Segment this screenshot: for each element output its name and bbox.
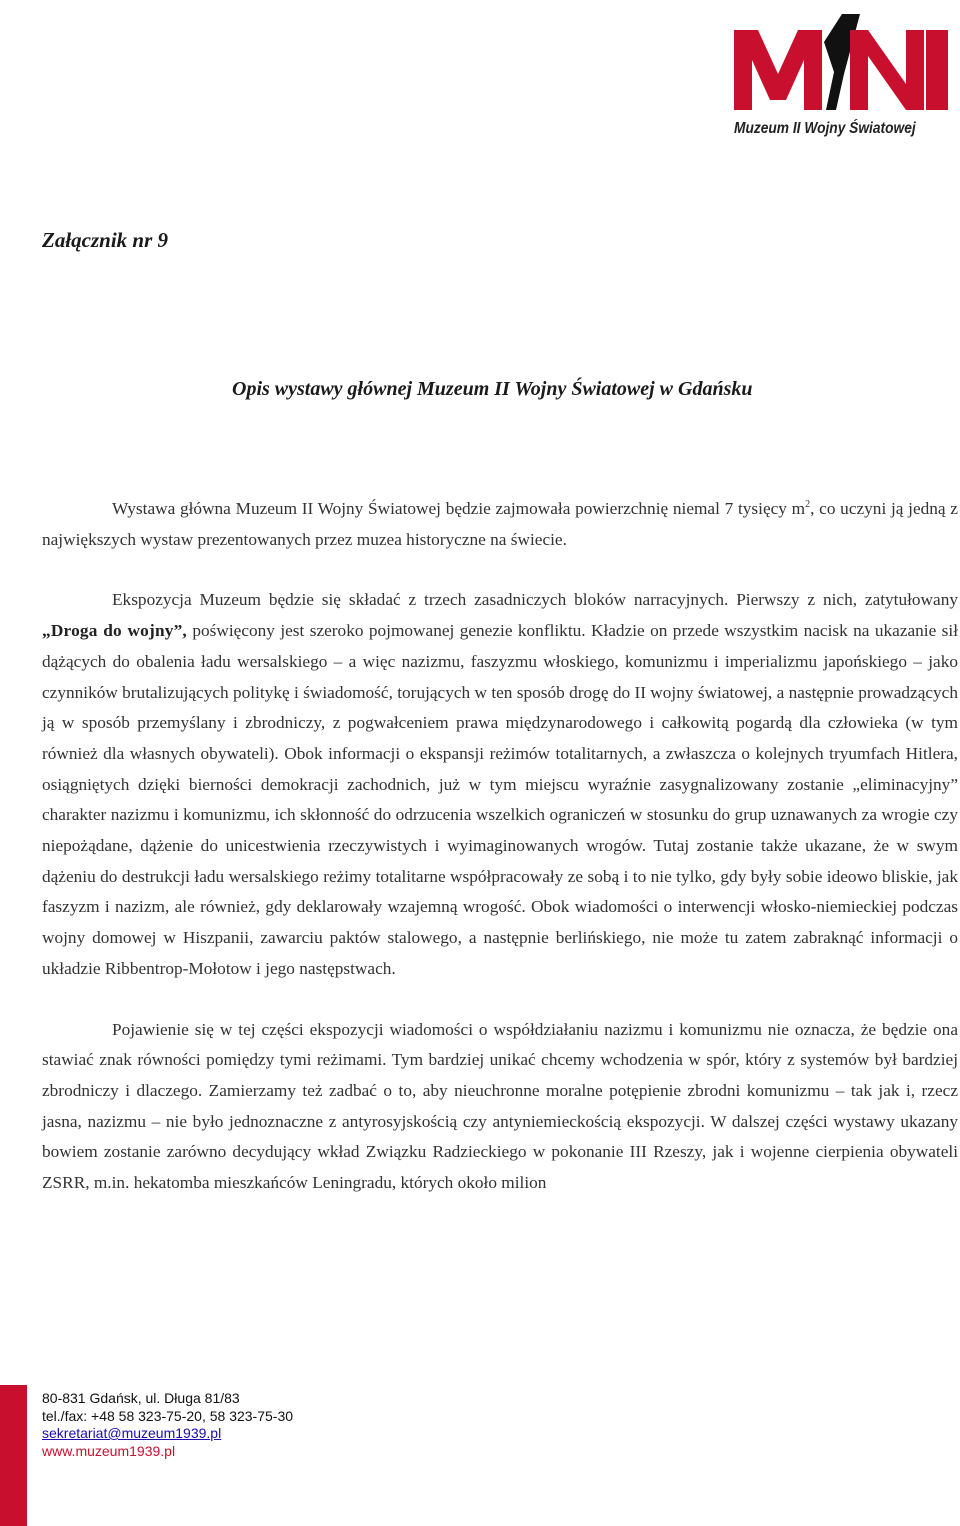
footer-phone: tel./fax: +48 58 323-75-20, 58 323-75-30 (42, 1407, 294, 1424)
footer-accent-bar (0, 1385, 27, 1526)
footer-address: 80-831 Gdańsk, ul. Długa 81/83 (42, 1390, 240, 1406)
paragraph-road-to-war: Ekspozycja Muzeum będzie się składać z trzech zasadniczych bloków narracyjnych. Pierwszy z nich, zatytułowany „Droga do wojny”, poświęcony jest szeroko pojmowanej genezie konfliktu. Kładzie on przede wszystkim nacisk na ukazanie sił dążących do obalenia ładu wersalskiego – a więc nazizmu, faszyzmu włoskiego, komunizmu i imperializmu japońskiego – jako czynników brutalizujących politykę i świadomość, torujących w ten sposób drogę do II wojny światowej, a następnie prowadzących ją w sposób przemyślany i zbrodniczy, z pogwałceniem prawa międzynarodowego i całkowitą pogardą dla człowieka (w tym również dla własnych obywateli). Obok informacji o ekspansji reżimów totalitarnych, a zwłaszcza o kolejnych tryumfach Hitlera, osiągniętych dzięki bierności demokracji zachodnich, już w tym miejscu wyraźnie zasygnalizowany zostanie „eliminacyjny” charakter nazizmu i komunizmu, ich skłonność do odrzucenia wszelkich ograniczeń w stosunku do grup uznawanych za wrogie czy niepożądane, dążenie do unicestwienia rzeczywistych i wyimaginowanych wrogów. Tutaj zostanie także ukazane, że w swym dążeniu do destrukcji ładu wersalskiego reżimy totalitarne współpracowały ze sobą i to nie tylko, gdy były sobie ideowo bliskie, jak faszyzm i nazizm, ale również, gdy deklarowały wzajemną wrogość. Obok wiadomości o interwencji włosko-niemieckiej podczas wojny domowej w Hiszpanii, zawarciu paktów stalowego, a następnie berlińskiego, nie może tu zatem zabraknąć informacji o układzie Ribbentrop-Mołotow i jego następstwach. (42, 590, 959, 978)
document-body (42, 494, 958, 1199)
annex-label: Załącznik nr 9 (42, 228, 169, 252)
footer-website-link[interactable]: www.muzeum1939.pl (42, 1442, 176, 1459)
paragraph-intro: Wystawa główna Muzeum II Wojny Światowej będzie zajmowała powierzchnię niemal 7 tysięcy $m^2$, co uczyni ją jedną z największych wystaw prezentowanych przez muzea historyczne na świecie. (42, 499, 958, 549)
logo-caption: Muzeum II Wojny Światowej (734, 120, 916, 137)
footer-contact (42, 1390, 293, 1460)
section-name-bold: „Droga do wojny”, (42, 621, 187, 641)
superscript: 2 (805, 499, 811, 511)
mwii-logo-mark (728, 14, 952, 120)
paragraph-cooperation: Pojawienie się w tej części ekspozycji wiadomości o współdziałaniu nazizmu i komunizmu nie oznacza, że będzie ona stawiać znak równości pomiędzy tymi reżimami. Tym bardziej unikać chcemy wchodzenia w spór, który z systemów był bardziej zbrodniczy i dlaczego. Zamierzamy też zadbać o to, aby nieuchronne moralne potępienie zbrodni komunizmu – tak jak i, rzecz jasna, nazizmu – nie było jednoznaczne z antyrosyjskością czy antyniemieckością ekspozycji. W dalszej części wystawy ukazany bowiem zostanie zarówno decydujący wkład Związku Radzieckiego w pokonanie III Rzeszy, jak i wojenne cierpienia obywateli ZSRR, m.in. hekatomba mieszkańców Leningradu, których około milion (42, 1019, 958, 1193)
document-title: Opis wystawy głównej Muzeum II Wojny Światowej w Gdańsku (232, 378, 753, 400)
footer-email-link[interactable]: sekretariat@muzeum1939.pl (42, 1425, 222, 1441)
